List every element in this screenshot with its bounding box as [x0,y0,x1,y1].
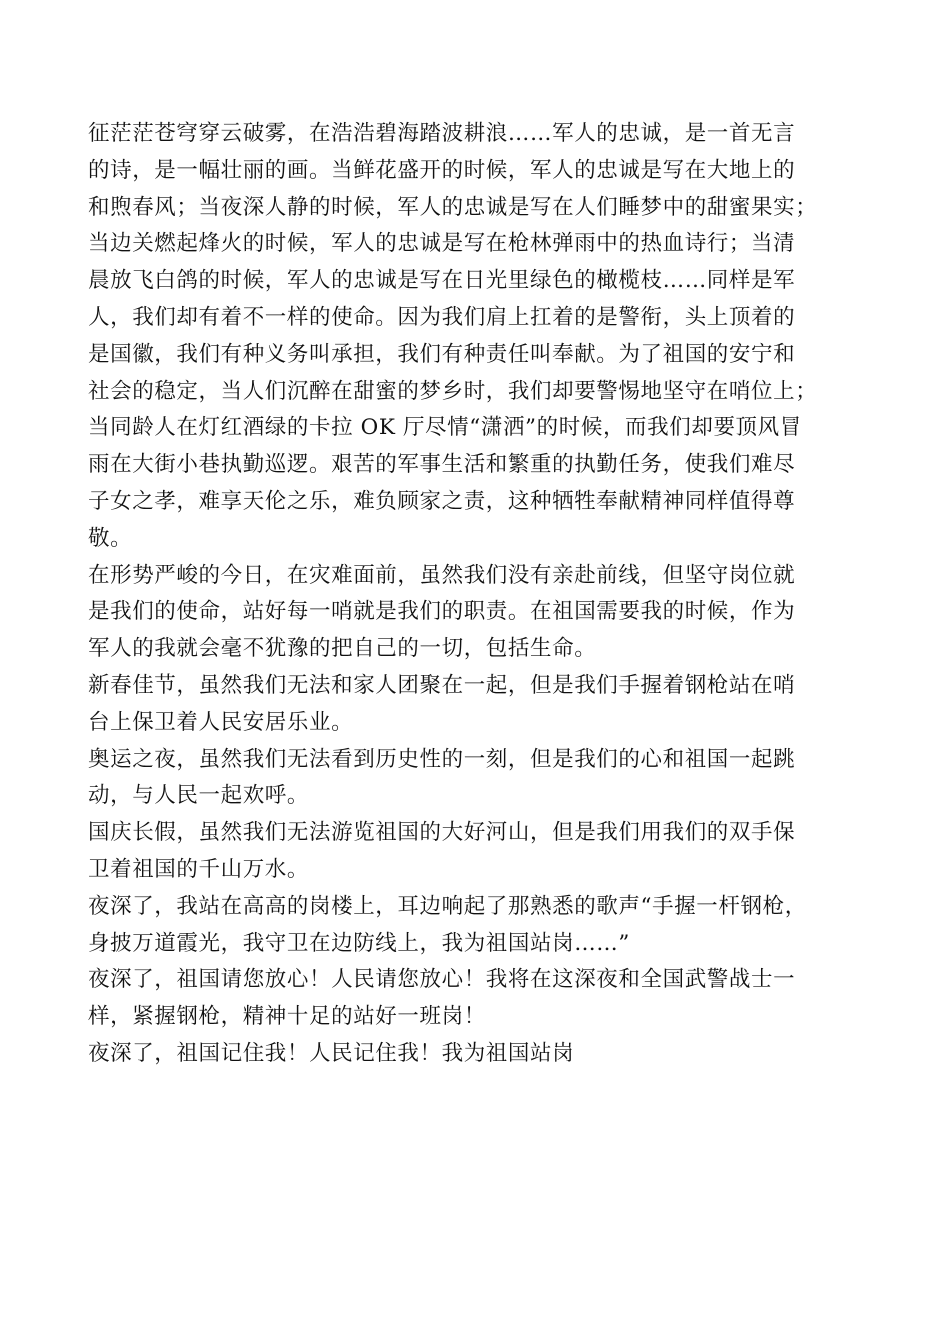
text-line: 的诗，是一幅壮丽的画。当鲜花盛开的时候，军人的忠诚是写在大地上的 [88,157,796,183]
text-line: 身披万道霞光，我守卫在边防线上，我为祖国站岗……” [88,930,630,956]
text-line: 在形势严峻的今日，在灾难面前，虽然我们没有亲赴前线，但坚守岗位就 [88,562,796,588]
text-line: 样，紧握钢枪，精神十足的站好一班岗！ [88,1004,486,1030]
text-line: 当边关燃起烽火的时候，军人的忠诚是写在枪林弹雨中的热血诗行；当清 [88,231,796,257]
text-line: 是我们的使命，站好每一哨就是我们的职责。在祖国需要我的时候，作为 [88,599,796,625]
text-line: 台上保卫着人民安居乐业。 [88,709,354,735]
text-line: 社会的稳定，当人们沉醉在甜蜜的梦乡时，我们却要警惕地坚守在哨位上； [88,378,818,404]
document-body [88,116,888,1073]
text-line: 卫着祖国的千山万水。 [88,856,310,882]
text-line: 子女之孝，难享天伦之乐，难负顾家之责，这种牺牲奉献精神同样值得尊 [88,488,796,514]
text-line: 晨放飞白鸽的时候，军人的忠诚是写在日光里绿色的橄榄枝……同样是军 [88,268,796,294]
text-line: 当同龄人在灯红酒绿的卡拉 OK 厅尽情“潇洒”的时候，而我们却要顶风冒 [88,415,802,441]
text-line: 敬。 [88,525,133,551]
text-line: 雨在大街小巷执勤巡逻。艰苦的军事生活和繁重的执勤任务，使我们难尽 [88,452,796,478]
text-line: 是国徽，我们有种义务叫承担，我们有种责任叫奉献。为了祖国的安宁和 [88,341,796,367]
text-line: 夜深了，我站在高高的岗楼上，耳边响起了那熟悉的歌声“手握一杆钢枪， [88,893,807,919]
text-line: 新春佳节，虽然我们无法和家人团聚在一起，但是我们手握着钢枪站在哨 [88,672,796,698]
text-line: 夜深了，祖国记住我！人民记住我！我为祖国站岗 [88,1040,575,1066]
text-line: 奥运之夜，虽然我们无法看到历史性的一刻，但是我们的心和祖国一起跳 [88,746,796,772]
text-line: 和煦春风；当夜深人静的时候，军人的忠诚是写在人们睡梦中的甜蜜果实； [88,194,818,220]
text-line: 征茫茫苍穹穿云破雾，在浩浩碧海踏波耕浪……军人的忠诚，是一首无言 [88,121,796,146]
text-line: 国庆长假，虽然我们无法游览祖国的大好河山，但是我们用我们的双手保 [88,820,796,846]
text-line: 军人的我就会毫不犹豫的把自己的一切，包括生命。 [88,636,597,662]
text-line: 人，我们却有着不一样的使命。因为我们肩上扛着的是警衔，头上顶着的 [88,304,796,330]
text-line: 动，与人民一起欢呼。 [88,783,310,809]
text-line: 夜深了，祖国请您放心！人民请您放心！我将在这深夜和全国武警战士一 [88,967,796,993]
